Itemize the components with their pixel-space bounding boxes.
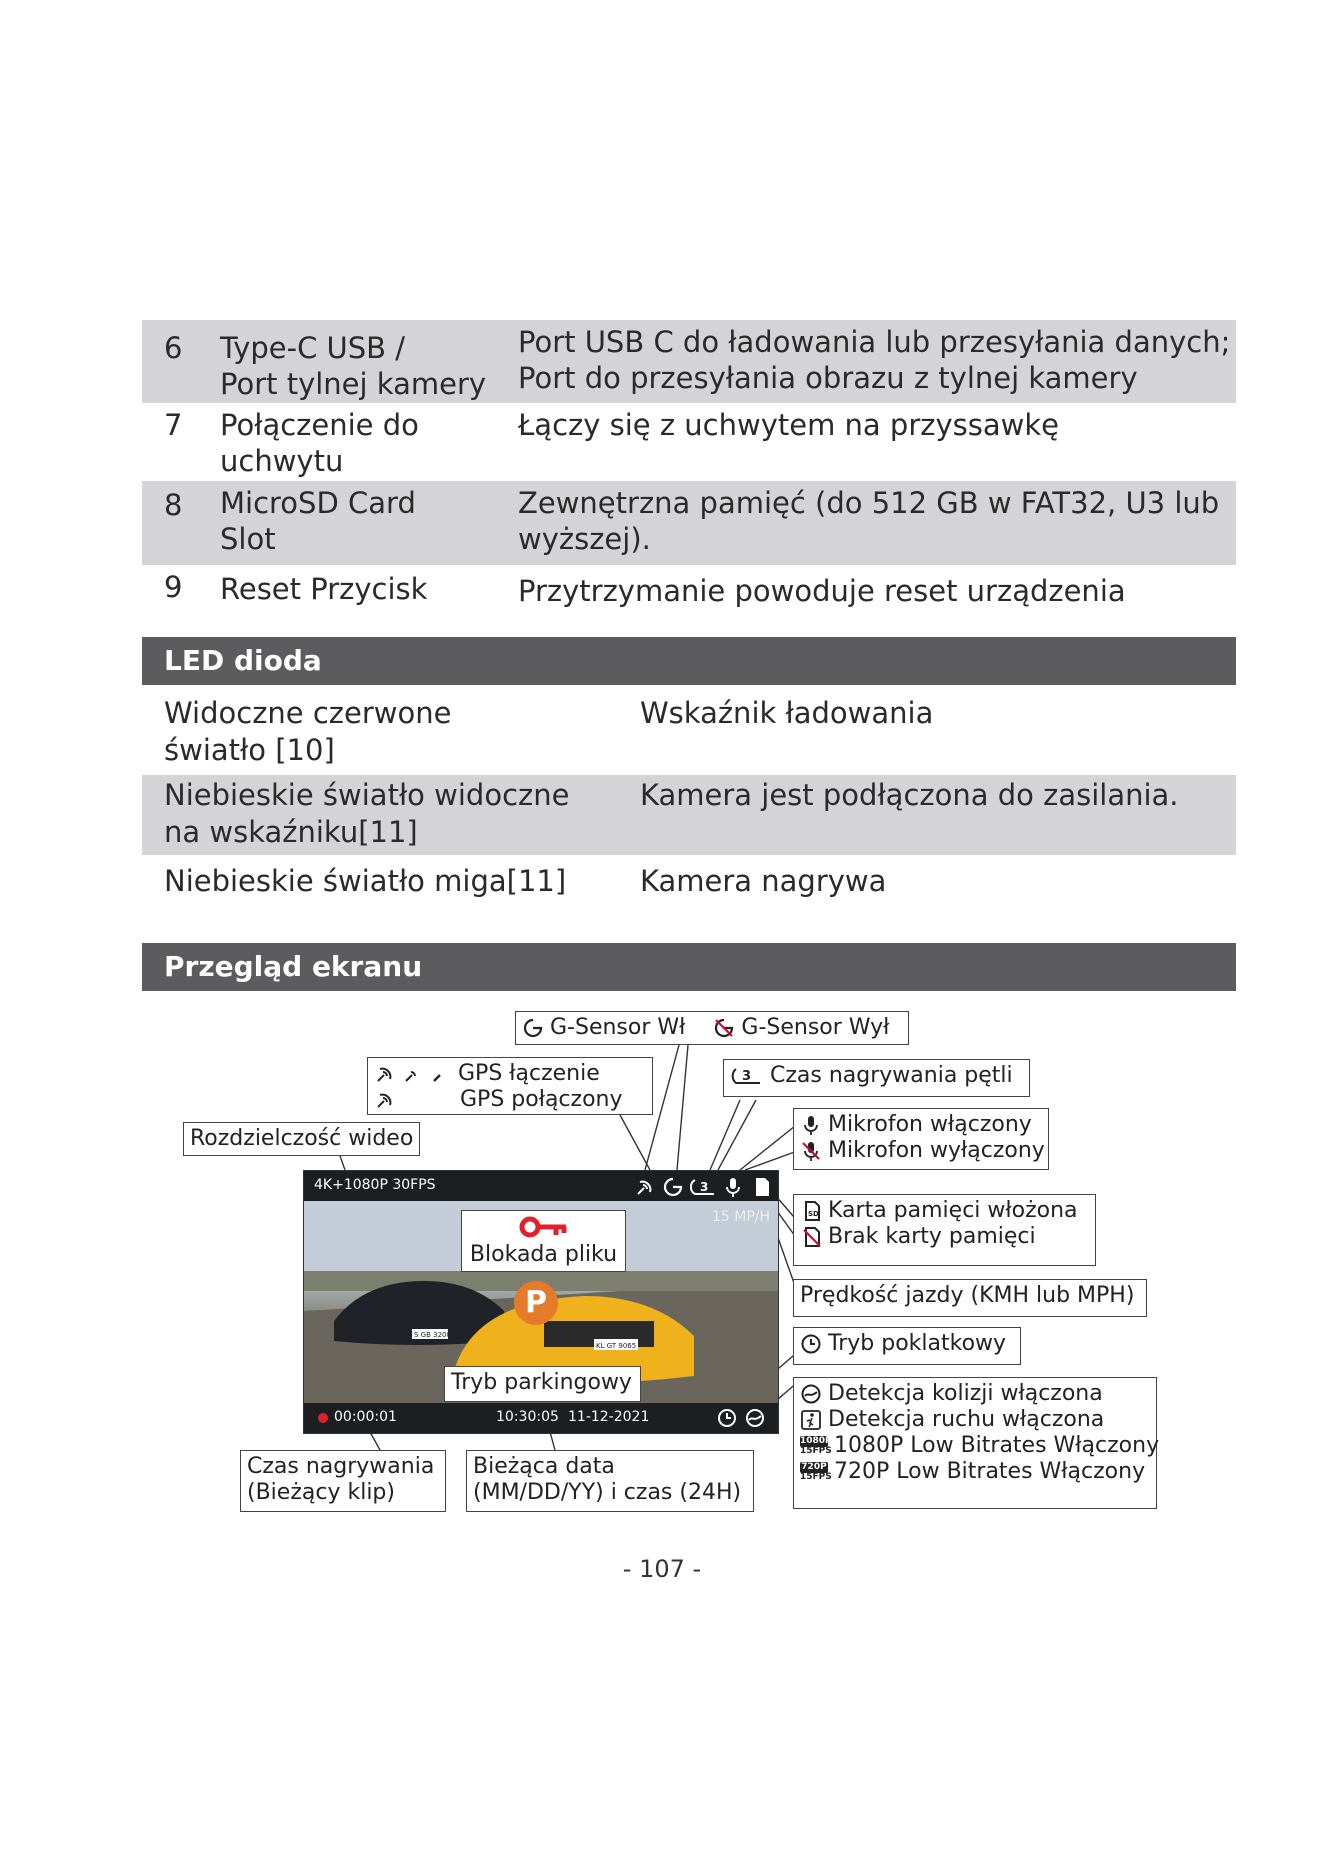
led-meaning: Kamera jest podłączona do zasilania. — [640, 778, 1179, 812]
mic-on-icon — [800, 1114, 822, 1136]
card-inserted-label: Karta pamięci włożona — [828, 1198, 1078, 1223]
gps-signal-icon — [374, 1063, 396, 1085]
svg-text:SD: SD — [808, 1210, 819, 1218]
lb1080-icon — [800, 1436, 832, 1456]
mic-on-icon — [722, 1176, 744, 1198]
callout-gps — [367, 1057, 653, 1115]
part-name-line: Reset Przycisk — [220, 572, 428, 606]
part-number: 9 — [164, 570, 183, 604]
led-meaning: Kamera nagrywa — [640, 864, 887, 898]
part-name-line: MicroSD Card — [220, 486, 416, 520]
gps-connected-icon — [634, 1176, 656, 1198]
part-desc-line: Zewnętrzna pamięć (do 512 GB w FAT32, U3 lub — [518, 486, 1220, 520]
plate-right-text: KL GT 9065 — [596, 1342, 637, 1350]
callout-video-resolution — [183, 1122, 420, 1156]
part-desc-line: Przytrzymanie powoduje reset urządzenia — [518, 574, 1126, 608]
part-desc-line: wyższej). — [518, 522, 651, 556]
screen-rec-time: 00:00:01 — [334, 1409, 397, 1425]
no-card-label: Brak karty pamięci — [828, 1224, 1036, 1249]
timelapse-label: Tryb poklatkowy — [828, 1331, 1007, 1356]
gps-signal-icon — [402, 1063, 424, 1085]
mic-on-label: Mikrofon włączony — [828, 1112, 1032, 1137]
screen-resolution: 4K+1080P 30FPS — [314, 1177, 436, 1193]
gps-connected-icon — [374, 1089, 396, 1111]
callout-gsensor — [515, 1011, 909, 1045]
gsensor-on-icon — [522, 1017, 544, 1039]
plate-left-text: S GB 3200 — [414, 1331, 451, 1339]
sd-card-icon — [750, 1176, 772, 1198]
callout-loop-recording — [723, 1059, 1030, 1097]
screen-time: 10:30:05 — [496, 1409, 559, 1425]
callout-speed — [793, 1279, 1147, 1317]
callout-detection-bitrate — [793, 1377, 1160, 1509]
led-state-line: na wskaźniku[11] — [164, 815, 418, 849]
badge-top: 1080P — [800, 1436, 832, 1446]
part-number: 6 — [164, 331, 183, 365]
timelapse-icon — [716, 1407, 738, 1429]
video-resolution-label: Rozdzielczość wideo — [190, 1126, 414, 1151]
motion-label: Detekcja ruchu włączona — [828, 1407, 1105, 1432]
part-desc-line: Port do przesyłania obrazu z tylnej kamery — [518, 361, 1138, 395]
callout-timelapse — [793, 1327, 1021, 1365]
callout-current-date — [466, 1450, 754, 1512]
gsensor-off-icon — [713, 1017, 735, 1039]
screen-date: 11-12-2021 — [568, 1409, 650, 1425]
rec-time-label-line: Czas nagrywania — [247, 1454, 435, 1479]
loop-num: 3 — [700, 1180, 709, 1194]
collision-detection-icon — [744, 1407, 766, 1429]
led-meaning: Wskaźnik ładowania — [640, 696, 934, 730]
gps-connecting-label: GPS łączenie — [458, 1061, 600, 1086]
loop-num: 3 — [742, 1069, 752, 1084]
part-number: 7 — [164, 408, 183, 442]
callout-microphone — [793, 1108, 1049, 1170]
rec-time-label-line: (Bieżący klip) — [247, 1480, 395, 1505]
gps-connected-label: GPS połączony — [460, 1087, 623, 1112]
gsensor-on-icon — [662, 1176, 684, 1198]
led-state-line: światło [10] — [164, 733, 335, 767]
led-section-heading: LED dioda — [142, 637, 1236, 685]
page-number: - 107 - — [622, 1555, 702, 1583]
callout-memory-card — [793, 1194, 1096, 1266]
part-name-line: uchwytu — [220, 444, 344, 478]
sd-card-icon — [800, 1200, 822, 1222]
screen-speed: 15 MP/H — [711, 1209, 770, 1225]
badge-top: 720P — [801, 1462, 827, 1472]
badge-fps: 15FPS — [800, 1472, 832, 1482]
part-desc-line: Port USB C do ładowania lub przesyłania danych; — [518, 325, 1231, 359]
part-number: 8 — [164, 488, 183, 522]
screen-section-heading: Przegląd ekranu — [142, 943, 1236, 991]
timelapse-icon — [800, 1333, 822, 1355]
gsensor-off-label: G-Sensor Wył — [741, 1015, 890, 1040]
date-label-line: Bieżąca data — [473, 1454, 615, 1479]
callout-parking-mode — [444, 1366, 641, 1402]
callout-recording-time — [240, 1450, 446, 1512]
file-lock-label: Blokada pliku — [469, 1242, 618, 1267]
part-name-line: Połączenie do — [220, 408, 419, 442]
screen-status-icons — [634, 1176, 772, 1198]
mic-off-icon — [800, 1140, 822, 1162]
speed-label: Prędkość jazdy (KMH lub MPH) — [800, 1283, 1135, 1308]
part-name-line: Type-C USB / — [220, 331, 406, 365]
led-state-line: Niebieskie światło widoczne — [164, 778, 570, 812]
loop-recording-icon — [730, 1065, 764, 1087]
led-state-line: Widoczne czerwone — [164, 696, 452, 730]
collision-detection-icon — [800, 1383, 822, 1405]
callout-file-lock — [461, 1210, 626, 1272]
led-state-line: Niebieskie światło miga[11] — [164, 864, 567, 898]
screen-bottom-bar — [304, 1403, 778, 1433]
part-desc-line: Łączy się z uchwytem na przyssawkę — [518, 408, 1059, 442]
key-icon — [468, 1214, 619, 1242]
motion-detection-icon — [800, 1409, 822, 1431]
gps-signal-icon — [430, 1063, 452, 1085]
part-name-line: Slot — [220, 522, 276, 556]
loop-time-label: Czas nagrywania pętli — [770, 1063, 1013, 1088]
date-label-line: (MM/DD/YY) i czas (24H) — [473, 1480, 742, 1505]
recording-dot-icon — [318, 1413, 328, 1423]
gsensor-on-label: G-Sensor Wł — [550, 1015, 686, 1040]
collision-label: Detekcja kolizji włączona — [828, 1381, 1103, 1406]
loop-recording-icon — [690, 1176, 716, 1198]
mic-off-label: Mikrofon wyłączony — [828, 1138, 1045, 1163]
no-sd-card-icon — [800, 1226, 822, 1248]
lb720-icon — [800, 1462, 832, 1482]
lb720-label: 720P Low Bitrates Włączony — [834, 1459, 1146, 1484]
lb1080-label: 1080P Low Bitrates Włączony — [834, 1433, 1160, 1458]
screen-status-bar — [304, 1171, 778, 1201]
badge-fps: 15FPS — [800, 1446, 832, 1456]
parking-mode-icon: P — [514, 1281, 558, 1325]
parking-mode-label: Tryb parkingowy — [451, 1370, 632, 1395]
part-name-line: Port tylnej kamery — [220, 367, 487, 401]
